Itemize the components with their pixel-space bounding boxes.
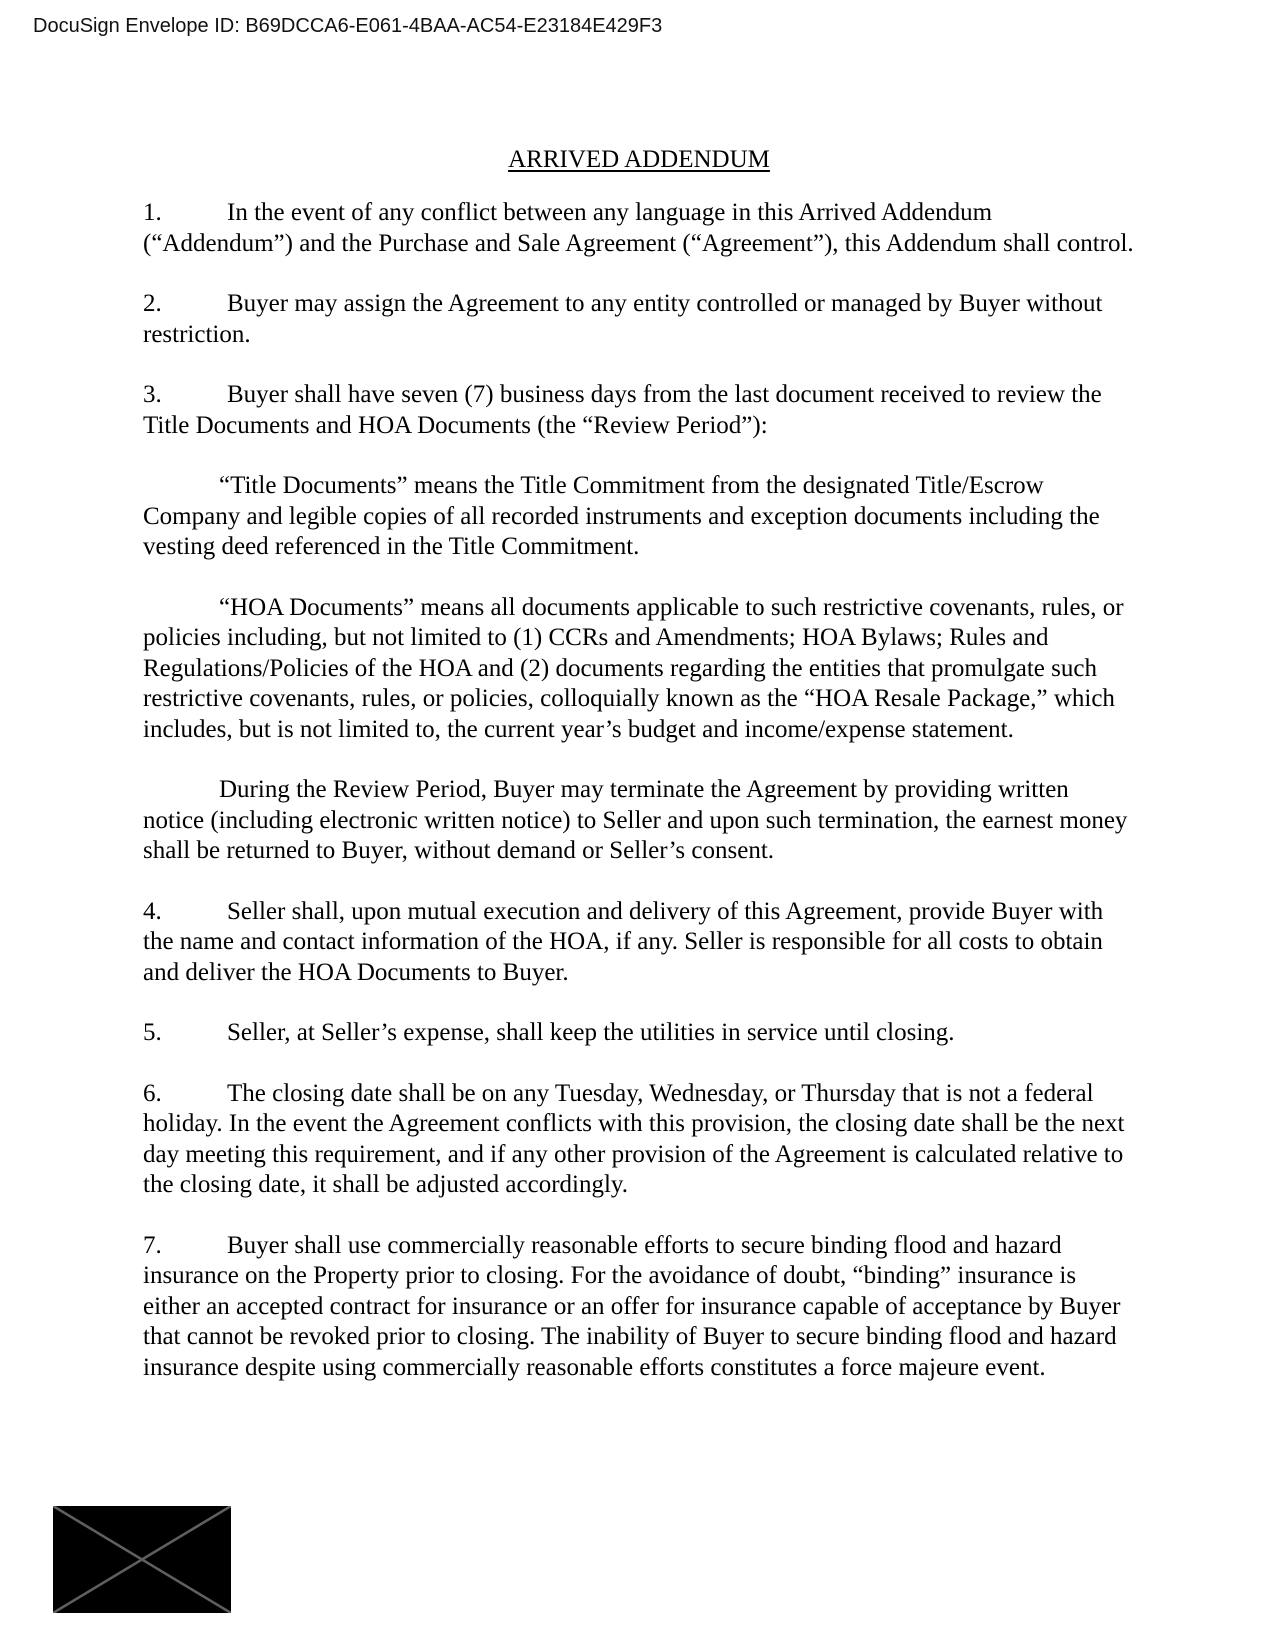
indented-paragraph (143, 471, 1135, 563)
paragraph-number: 3. (143, 381, 162, 408)
numbered-paragraph (143, 1079, 1135, 1201)
numbered-paragraph (143, 897, 1135, 989)
numbered-paragraph (143, 198, 1135, 259)
paragraph-text: Buyer shall use commercially reasonable efforts to secure binding flood and hazard insurance on the Property prior to closing. For the avoidance of doubt, “binding” insurance is either an accepted contract for insurance or an offer for insurance capable of acceptance by Buyer that cannot be revoked prior to closing. The inability of Buyer to secure binding flood and hazard insurance despite using commercially reasonable efforts constitutes a force majeure event. (143, 1231, 1121, 1381)
paragraph-number: 1. (143, 199, 162, 226)
paragraph-text: Buyer may assign the Agreement to any entity controlled or managed by Buyer without restriction. (143, 290, 1103, 348)
document-page (143, 144, 1135, 1413)
paragraph-number: 6. (143, 1079, 162, 1107)
paragraph-number: 4. (143, 897, 162, 925)
numbered-paragraph (143, 1231, 1135, 1384)
numbered-paragraph (143, 289, 1135, 350)
numbered-paragraph (143, 380, 1135, 441)
paragraph-text: Buyer shall have seven (7) business days from the last document received to review the Title Documents and HOA Documents (the “Review Period”): (143, 381, 1102, 439)
image-placeholder (53, 1506, 231, 1613)
paragraph-text: The closing date shall be on any Tuesday, Wednesday, or Thursday that is not a federal holiday. In the event the Agreement conflicts with this provision, the closing date shall be the next day meeting this requirement, and if any other provision of the Agreement is calculated relative to the closing date, it shall be adjusted accordingly. (143, 1079, 1125, 1198)
paragraph-text: During the Review Period, Buyer may terminate the Agreement by providing written notice (including electronic written notice) to Seller and upon such termination, the earnest money shall be returned to Buyer, without demand or Seller’s consent. (143, 776, 1128, 864)
paragraph-text: Seller shall, upon mutual execution and delivery of this Agreement, provide Buyer with the name and contact information of the HOA, if any. Seller is responsible for all costs to obtain and deliver the HOA Documents to Buyer. (143, 897, 1104, 986)
indented-paragraph (143, 593, 1135, 746)
document-title: ARRIVED ADDENDUM (508, 146, 770, 173)
document-body (143, 198, 1135, 1383)
paragraph-text: “HOA Documents” means all documents applicable to such restrictive covenants, rules, or policies including, but not limited to (1) CCRs and Amendments; HOA Bylaws; Rules and Regulations/Policies of the HOA and (2) documents regarding the entities that promulgate such restrictive covenants, rules, or policies, colloquially known as the “HOA Resale Package,” which includes, but is not limited to, the current year’s budget and income/expense statement. (143, 593, 1124, 743)
paragraph-text: In the event of any conflict between any language in this Arrived Addendum (“Addendum”) and the Purchase and Sale Agreement (“Agreement”), this Addendum shall control. (143, 199, 1134, 257)
paragraph-number: 2. (143, 290, 162, 317)
numbered-paragraph (143, 1018, 1135, 1049)
paragraph-number: 7. (143, 1231, 162, 1259)
paragraph-text: Seller, at Seller’s expense, shall keep the utilities in service until closing. (227, 1019, 955, 1046)
indented-paragraph (143, 775, 1135, 867)
paragraph-text: “Title Documents” means the Title Commitment from the designated Title/Escrow Company and legible copies of all recorded instruments and exception documents including the vesting deed referenced in the Title Commitment. (143, 472, 1100, 560)
paragraph-number: 5. (143, 1019, 162, 1046)
docusign-envelope-id: DocuSign Envelope ID: B69DCCA6-E061-4BAA-AC54-E23184E429F3 (33, 15, 663, 37)
broken-image-x-icon (53, 1506, 231, 1613)
